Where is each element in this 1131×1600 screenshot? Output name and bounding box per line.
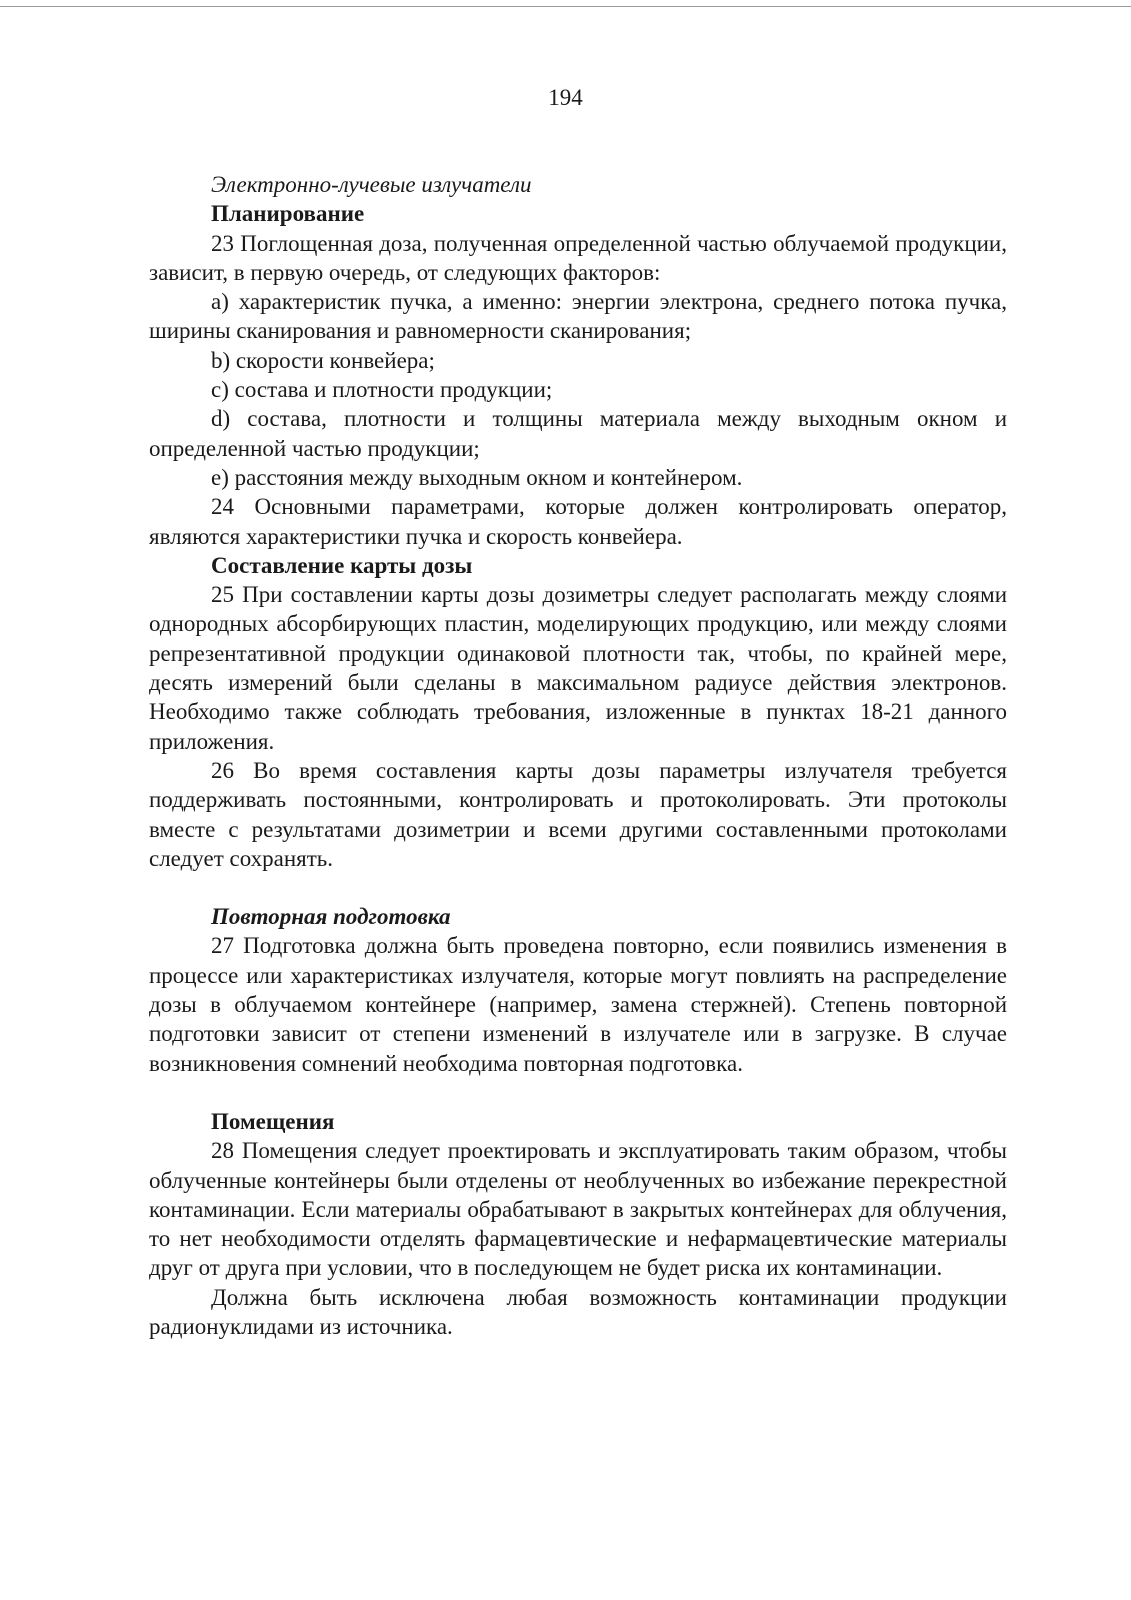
- paragraph-28: 28 Помещения следует проектировать и эксплуатировать таким образом, чтобы облученные контейнеры были отделены от необлученных во избежание перекрестной контаминации. Если материалы обрабатывают в закрытых контейнерах для облучения, то нет необходимости отделять фармацевтические и нефармацевтические материалы друг от друга при условии, что в последующем не будет риска их контаминации.: [149, 1138, 1007, 1281]
- paragraph-23-e: е) расстояния между выходным окном и контейнером.: [211, 464, 743, 490]
- paragraph-27: 27 Подготовка должна быть проведена повторно, если появились изменения в процессе или характеристиках излучателя, которые могут повлиять на распределение дозы в облучаемом контейнере (например, замена стержней). Степень повторной подготовки зависит от степени изменений в излучателе или в загрузке. В случае возникновения сомнений необходима повторная подготовка.: [149, 933, 1007, 1076]
- paragraph-23-c: с) состава и плотности продукции;: [211, 377, 553, 403]
- scan-top-border: [0, 6, 1131, 7]
- document-body: [149, 170, 1007, 1341]
- paragraph-26: 26 Во время составления карты дозы параметры излучателя требуется поддерживать постоянными, контролировать и протоколировать. Эти протоколы вместе с результатами дозиметрии и всеми другими составленными протоколами следует сохранять.: [149, 757, 1007, 871]
- paragraph-28-continued: Должна быть исключена любая возможность контаминации продукции радионуклидами из источника.: [149, 1284, 1007, 1339]
- subheading-dose-map: Составление карты дозы: [211, 552, 473, 578]
- paragraph-23-d: d) состава, плотности и толщины материала между выходным окном и определенной частью продукции;: [149, 406, 1007, 461]
- page-number: 194: [548, 85, 583, 110]
- paragraph-23-b: b) скорости конвейера;: [211, 347, 435, 373]
- section-title-electron-beam: Электронно-лучевые излучатели: [211, 172, 532, 197]
- paragraph-24: 24 Основными параметрами, которые должен контролировать оператор, являются характеристики пучка и скорость конвейера.: [149, 494, 1007, 549]
- section-title-premises: Помещения: [211, 1108, 335, 1134]
- paragraph-23-a: а) характеристик пучка, а именно: энергии электрона, среднего потока пучка, ширины сканирования и равномерности сканирования;: [149, 289, 1007, 344]
- section-title-requalification: Повторная подготовка: [211, 904, 451, 930]
- subheading-planning: Планирование: [211, 201, 365, 227]
- paragraph-25: 25 При составлении карты дозы дозиметры следует располагать между слоями однородных абсорбирующих пластин, моделирующих продукцию, или между слоями репрезентативной продукции одинаковой плотности так, чтобы, по крайней мере, десять измерений были сделаны в максимальном радиусе действия электронов. Необходимо также соблюдать требования, изложенные в пунктах 18-21 данного приложения.: [149, 582, 1007, 754]
- paragraph-23: 23 Поглощенная доза, полученная определенной частью облучаемой продукции, зависит, в первую очередь, от следующих факторов:: [149, 230, 1007, 285]
